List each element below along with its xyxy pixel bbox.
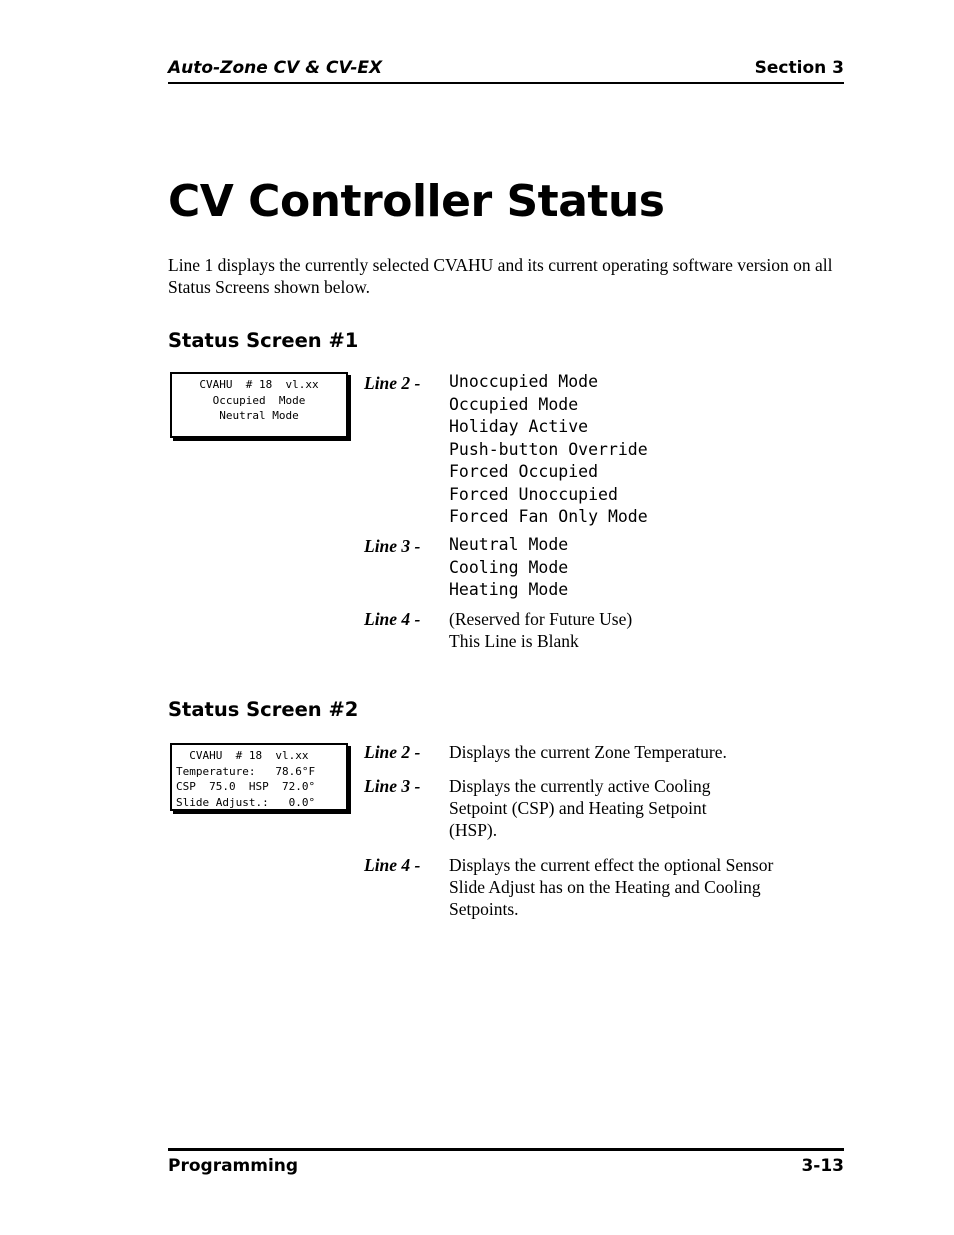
status-screen-1-lcd xyxy=(170,372,348,438)
lcd-line: CVAHU # 18 vl.xx xyxy=(176,749,309,762)
list-item: Forced Fan Only Mode xyxy=(449,507,648,526)
header-doc-title: Auto-Zone CV & CV-EX xyxy=(168,58,383,78)
lcd-line: CSP 75.0 HSP 72.0° xyxy=(176,780,316,793)
list-item: Cooling Mode xyxy=(449,557,569,577)
screen2-line4-label: Line 4 - xyxy=(364,855,421,875)
lcd-line: Slide Adjust.: 0.0° xyxy=(176,795,316,809)
list-item: Forced Occupied xyxy=(449,462,599,481)
page-footer xyxy=(168,1148,844,1178)
screen2-line3-text: Displays the currently active Cooling Setpoint (CSP) and Heating Setpoint (HSP). xyxy=(449,776,711,840)
screen1-line3-label: Line 3 - xyxy=(364,536,421,556)
lcd-line: Temperature: 78.6°F xyxy=(176,764,316,778)
lcd-line: CVAHU # 18 vl.xx xyxy=(199,378,319,391)
list-item: Occupied Mode xyxy=(449,394,579,414)
header-section: Section 3 xyxy=(754,58,844,78)
page-number: 3-13 xyxy=(801,1156,844,1176)
screen2-line2-label: Line 2 - xyxy=(364,742,421,762)
status-screen-2-heading: Status Screen #2 xyxy=(168,698,359,721)
screen1-line3-options xyxy=(449,534,568,602)
screen2-line4-text: Displays the current effect the optional Sensor Slide Adjust has on the Heating and Cooling Setpoints. xyxy=(449,855,774,919)
list-item: Push-button Override xyxy=(449,439,648,459)
list-item: This Line is Blank xyxy=(449,631,579,651)
list-item: Unoccupied Mode xyxy=(449,372,599,391)
lcd-line: Occupied Mode xyxy=(212,393,306,407)
screen2-line2-text: Displays the current Zone Temperature. xyxy=(449,742,727,762)
list-item: Heating Mode xyxy=(449,580,569,599)
screen1-line4-text xyxy=(449,608,789,652)
screen1-line2-label: Line 2 - xyxy=(364,373,421,393)
lcd-line: Neutral Mode xyxy=(219,409,299,422)
list-item: Holiday Active xyxy=(449,417,589,436)
page-title: CV Controller Status xyxy=(168,176,665,227)
list-item: Forced Unoccupied xyxy=(449,484,618,504)
intro-paragraph: Line 1 displays the currently selected CVAHU and its current operating software version on all Status Screens shown below. xyxy=(168,255,833,297)
footer-chapter: Programming xyxy=(168,1156,299,1176)
screen1-line4-label: Line 4 - xyxy=(364,609,421,629)
status-screen-2-lcd xyxy=(170,743,348,811)
list-item: (Reserved for Future Use) xyxy=(449,609,633,629)
screen1-line2-options xyxy=(449,371,648,529)
status-screen-1-heading: Status Screen #1 xyxy=(168,329,359,352)
list-item: Neutral Mode xyxy=(449,535,569,554)
screen2-line3-label: Line 3 - xyxy=(364,776,421,796)
page-header xyxy=(168,56,844,84)
